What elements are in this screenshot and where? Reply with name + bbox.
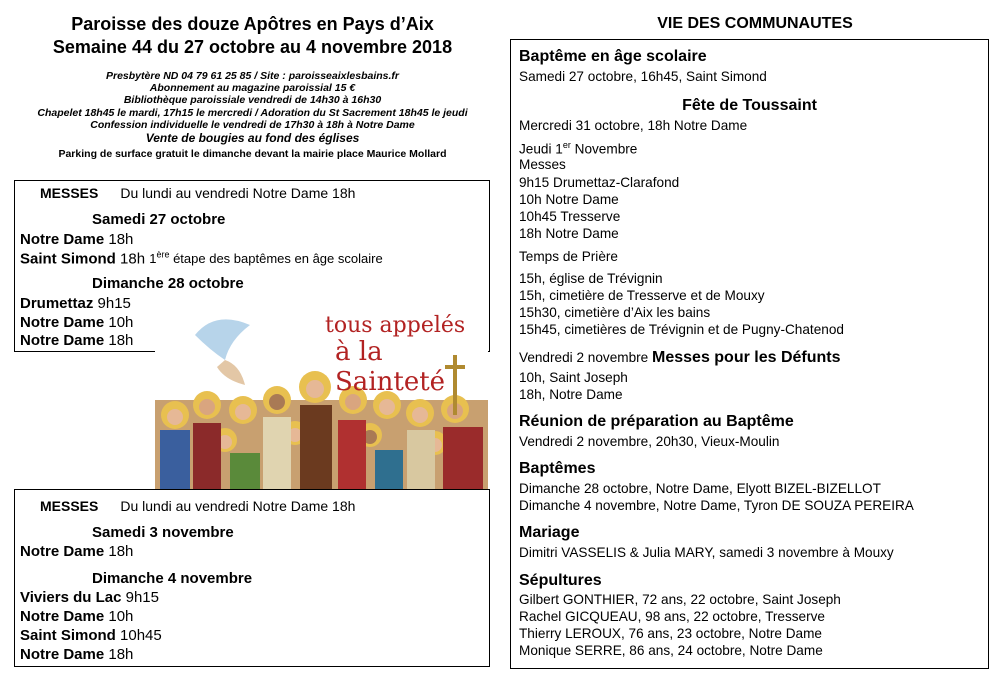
section-text: 10h Notre Dame: [519, 192, 619, 207]
section-text: Rachel GICQUEAU, 98 ans, 22 octobre, Tresserve: [519, 609, 825, 624]
section-text: 18h Notre Dame: [519, 226, 619, 241]
section-title: Baptêmes: [519, 460, 596, 477]
section-text: Dimanche 4 novembre, Notre Dame, Tyron DE SOUZA PEREIRA: [519, 498, 914, 513]
parish-info: [10, 70, 495, 160]
section-text: 10h45 Tresserve: [519, 209, 621, 224]
section-title: Sépultures: [519, 572, 602, 589]
section-text: 15h30, cimetière d’Aix les bains: [519, 305, 711, 320]
section-text: Samedi 27 octobre, 16h45, Saint Simond: [519, 69, 767, 84]
mass-line: Notre Dame 18h: [20, 646, 134, 663]
masses-weekday-note: Du lundi au vendredi Notre Dame 18h: [120, 185, 356, 201]
masses-header: [40, 498, 355, 514]
section-title: Fête de Toussaint: [682, 97, 817, 114]
section-text: Jeudi 1er Novembre: [519, 140, 638, 157]
day-title-sunday: Dimanche 4 novembre: [92, 570, 253, 587]
section-text: 15h45, cimetières de Trévignin et de Pugny-Chatenod: [519, 322, 844, 337]
saints-illustration: [155, 305, 488, 491]
masses-label: MESSES: [40, 185, 99, 201]
section-text: Dimitri VASSELIS & Julia MARY, samedi 3 novembre à Mouxy: [519, 545, 894, 560]
masses-box-week2: [14, 489, 490, 667]
mass-line: Saint Simond 10h45: [20, 627, 162, 644]
section-text: Gilbert GONTHIER, 72 ans, 22 octobre, Saint Joseph: [519, 592, 841, 607]
info-line-candles: Vente de bougies au fond des églises: [145, 131, 360, 146]
section-text: 15h, église de Trévignin: [519, 271, 663, 286]
info-line-presbytere: Presbytère ND 04 79 61 25 85 / Site : paroisseaixlesbains.fr: [106, 70, 399, 82]
illustration-caption-line1: tous appelés: [325, 313, 466, 338]
section-text: Vendredi 2 novembre, 20h30, Vieux-Moulin: [519, 434, 780, 449]
masses-header: [40, 185, 355, 201]
masses-weekday-note: Du lundi au vendredi Notre Dame 18h: [120, 498, 356, 514]
day-title-saturday: Samedi 27 octobre: [92, 211, 226, 228]
mass-line: Notre Dame 10h: [20, 314, 134, 331]
section-text: Messes: [519, 157, 566, 172]
week-title: Semaine 44 du 27 octobre au 4 novembre 2018: [52, 37, 453, 57]
section-text: Mercredi 31 octobre, 18h Notre Dame: [519, 118, 748, 133]
masses-label: MESSES: [40, 498, 99, 514]
mass-line: Drumettaz 9h15: [20, 295, 131, 312]
section-title: Réunion de préparation au Baptême: [519, 413, 794, 430]
info-line-bibliotheque: Bibliothèque paroissiale vendredi de 14h30 à 16h30: [123, 94, 382, 107]
mass-line: Notre Dame 10h: [20, 608, 134, 625]
section-title: Baptême en âge scolaire: [519, 48, 707, 65]
section-text: 10h, Saint Joseph: [519, 370, 628, 385]
section-text: Thierry LEROUX, 76 ans, 23 octobre, Notre Dame: [519, 626, 822, 641]
section-title: Mariage: [519, 524, 580, 541]
parish-title: Paroisse des douze Apôtres en Pays d’Aix: [71, 14, 434, 34]
mass-line: Notre Dame 18h: [20, 332, 134, 349]
section-text: Monique SERRE, 86 ans, 24 octobre, Notre Dame: [519, 643, 823, 658]
mass-line: Notre Dame 18h: [20, 231, 134, 248]
community-title: VIE DES COMMUNAUTES: [657, 15, 853, 32]
community-box: [510, 39, 989, 669]
section-text: Temps de Prière: [519, 249, 618, 264]
mass-line: Saint Simond 18h 1ère étape des baptêmes en âge scolaire: [20, 250, 383, 268]
section-text: 18h, Notre Dame: [519, 387, 623, 402]
info-line-abonnement: Abonnement au magazine paroissial 15 €: [149, 82, 356, 95]
section-text: 9h15 Drumettaz-Clarafond: [519, 175, 680, 190]
section-text: Dimanche 28 octobre, Notre Dame, Elyott BIZEL-BIZELLOT: [519, 481, 881, 496]
illustration-caption-line2: à la Sainteté: [335, 337, 446, 397]
info-line-chapelet: Chapelet 18h45 le mardi, 17h15 le mercredi / Adoration du St Sacrement 18h45 le jeudi: [37, 106, 468, 119]
mass-line: Viviers du Lac 9h15: [20, 589, 159, 606]
info-line-confession: Confession individuelle le vendredi de 17h30 à 18h à Notre Dame: [90, 118, 415, 131]
mass-line: Notre Dame 18h: [20, 543, 134, 560]
section-text: Vendredi 2 novembre Messes pour les Défunts: [519, 349, 841, 366]
section-text: 15h, cimetière de Tresserve et de Mouxy: [519, 288, 765, 303]
info-line-parking: Parking de surface gratuit le dimanche devant la mairie place Maurice Mollard: [58, 148, 447, 161]
day-title-saturday: Samedi 3 novembre: [92, 524, 234, 541]
day-title-sunday: Dimanche 28 octobre: [92, 275, 244, 292]
